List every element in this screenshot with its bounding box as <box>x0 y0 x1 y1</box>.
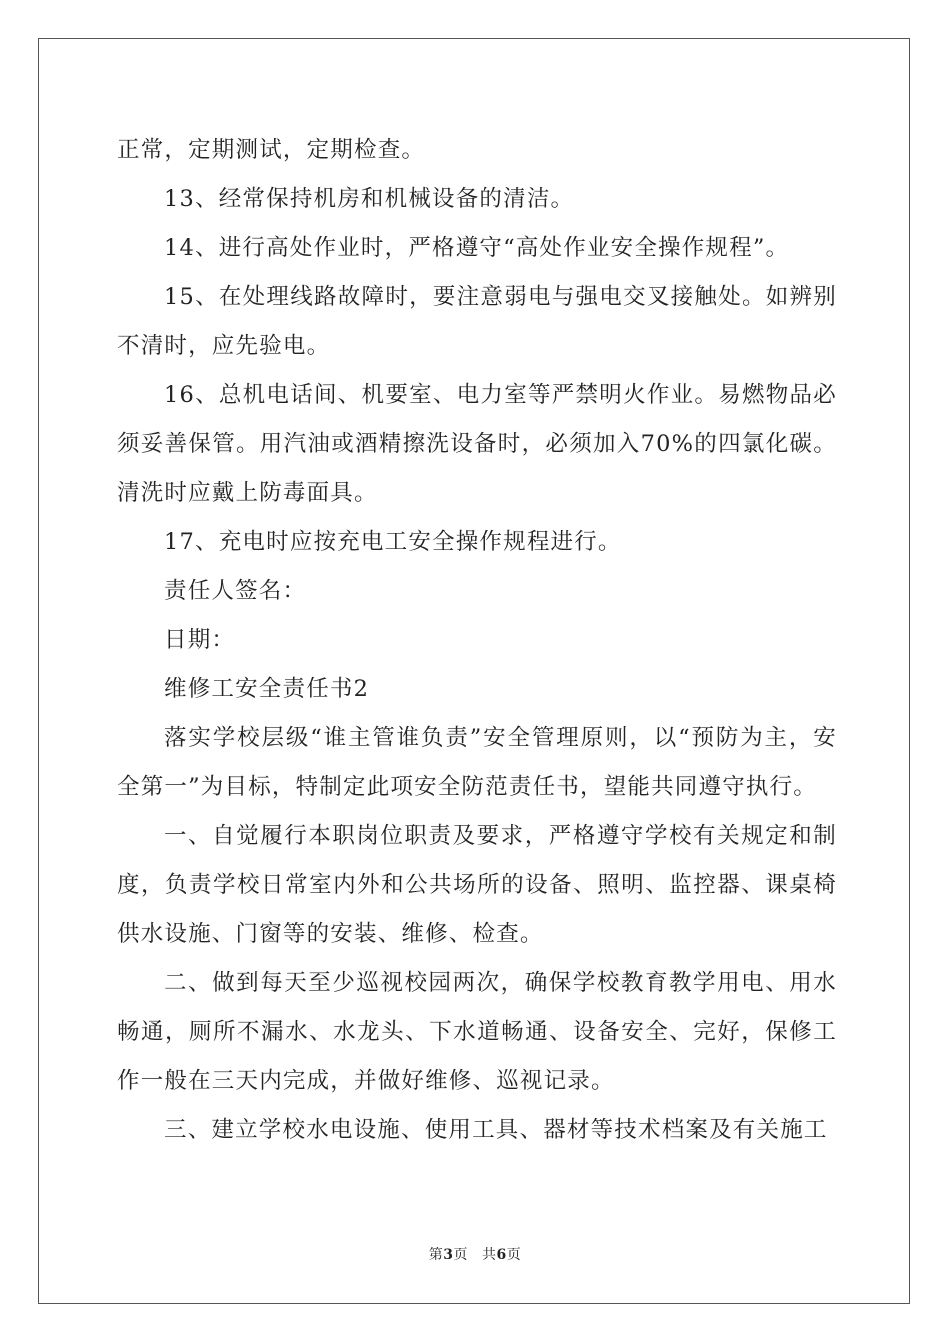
page-footer <box>0 1244 950 1264</box>
paragraph: 17、充电时应按充电工安全操作规程进行。 <box>164 529 622 555</box>
total-suffix: 页 <box>506 1247 522 1263</box>
paragraph: 一、自觉履行本职岗位职责及要求，严格遵守学校有关规定和制度，负责学校日常室内外和公共场所的设备、照明、监控器、课桌椅供水设施、门窗等的安装、维修、检查。 <box>117 823 837 947</box>
signature-label: 责任人签名： <box>164 578 307 604</box>
page-number: 3 <box>443 1247 454 1263</box>
total-pages: 6 <box>496 1247 507 1263</box>
document-body <box>117 126 837 1155</box>
paragraph: 15、在处理线路故障时，要注意弱电与强电交叉接触处。如辨别不清时，应先验电。 <box>117 284 837 359</box>
total-prefix: 共 <box>482 1247 497 1263</box>
page-suffix: 页 <box>453 1247 468 1263</box>
paragraph: 13、经常保持机房和机械设备的清洁。 <box>164 186 575 212</box>
page-prefix: 第 <box>428 1247 444 1263</box>
date-label: 日期： <box>164 627 236 653</box>
paragraph: 二、做到每天至少巡视校园两次，确保学校教育教学用电、用水畅通，厕所不漏水、水龙头、下水道畅通、设备安全、完好，保修工作一般在三天内完成，并做好维修、巡视记录。 <box>117 970 837 1094</box>
paragraph: 14、进行高处作业时，严格遵守“高处作业安全操作规程”。 <box>164 235 790 261</box>
paragraph: 三、建立学校水电设施、使用工具、器材等技术档案及有关施工 <box>164 1117 828 1143</box>
paragraph: 落实学校层级“谁主管谁负责”安全管理原则，以“预防为主，安全第一”为目标，特制定此项安全防范责任书，望能共同遵守执行。 <box>117 725 837 800</box>
paragraph: 正常，定期测试，定期检查。 <box>117 137 426 163</box>
paragraph: 16、总机电话间、机要室、电力室等严禁明火作业。易燃物品必须妥善保管。用汽油或酒精擦洗设备时，必须加入70%的四氯化碳。清洗时应戴上防毒面具。 <box>117 382 837 506</box>
section-title: 维修工安全责任书2 <box>164 676 370 702</box>
